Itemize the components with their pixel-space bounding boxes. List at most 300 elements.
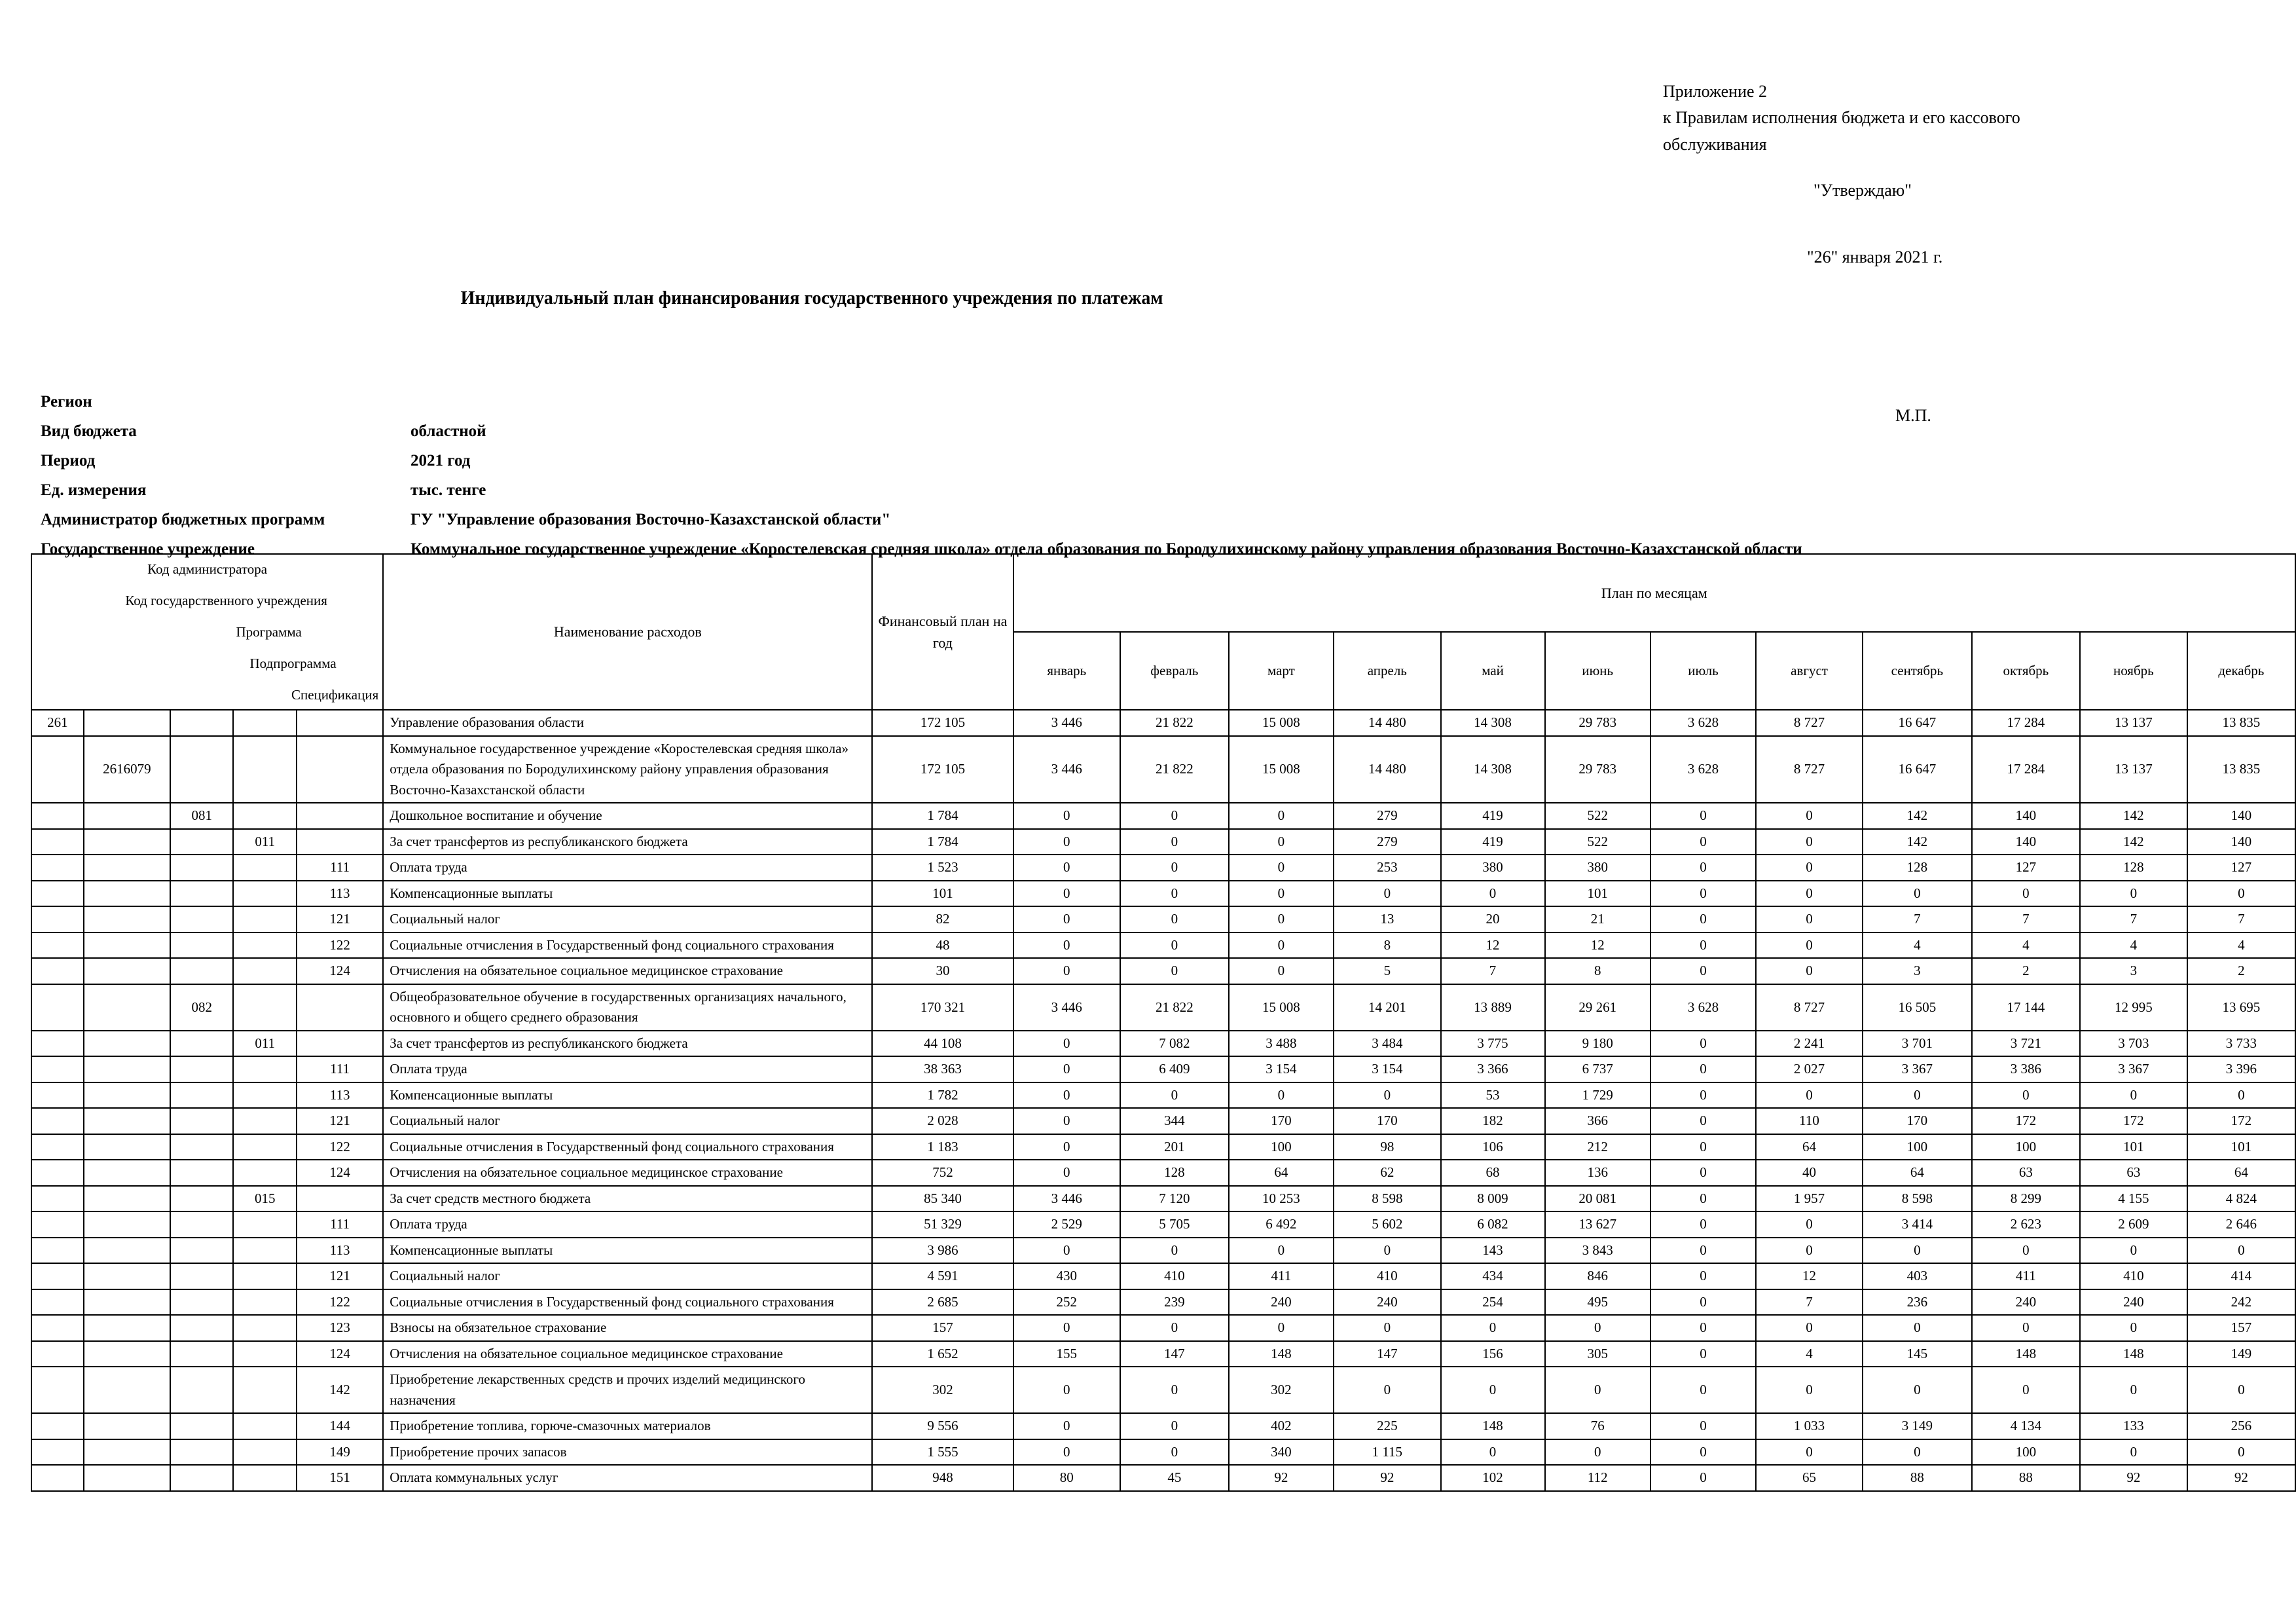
cell-month-6: 3 843 (1545, 1238, 1650, 1264)
cell-month-1: 0 (1013, 1108, 1120, 1134)
cell-month-8: 0 (1756, 855, 1863, 881)
cell-month-1: 0 (1013, 1031, 1120, 1057)
cell-month-10: 0 (1972, 1082, 2080, 1109)
cell-code-spec (297, 829, 383, 855)
cell-month-4: 3 154 (1334, 1056, 1441, 1082)
cell-expense-name: Приобретение лекарственных средств и прочих изделий медицинского назначения (383, 1367, 872, 1413)
cell-month-10: 8 299 (1972, 1186, 2080, 1212)
cell-expense-name: Отчисления на обязательное социальное медицинское страхование (383, 1341, 872, 1367)
param-label: Ед. измерения (41, 481, 147, 499)
cell-month-8: 7 (1756, 1289, 1863, 1316)
table-row (31, 958, 2295, 984)
cell-month-3: 302 (1229, 1367, 1334, 1413)
cell-month-7: 0 (1650, 803, 1756, 829)
table-row (31, 1465, 2295, 1491)
cell-year-plan: 157 (872, 1315, 1013, 1341)
cell-code-sub (233, 1439, 297, 1466)
cell-expense-name: Оплата труда (383, 855, 872, 881)
cell-code-sub (233, 1465, 297, 1491)
cell-code-adm (31, 1367, 84, 1413)
cell-month-7: 0 (1650, 829, 1756, 855)
cell-month-1: 0 (1013, 1413, 1120, 1439)
cell-month-2: 7 120 (1120, 1186, 1229, 1212)
cell-month-9: 3 (1863, 958, 1972, 984)
cell-month-10: 0 (1972, 1367, 2080, 1413)
cell-code-sub (233, 855, 297, 881)
cell-code-sub: 015 (233, 1186, 297, 1212)
cell-month-5: 0 (1441, 1315, 1545, 1341)
cell-code-gu (84, 1465, 170, 1491)
financing-plan-table (31, 553, 2296, 1492)
cell-month-9: 145 (1863, 1341, 1972, 1367)
cell-month-5: 7 (1441, 958, 1545, 984)
cell-year-plan: 38 363 (872, 1056, 1013, 1082)
cell-code-prog (170, 932, 234, 959)
cell-month-7: 3 628 (1650, 736, 1756, 803)
cell-month-8: 0 (1756, 1211, 1863, 1238)
cell-month-10: 3 386 (1972, 1056, 2080, 1082)
cell-month-8: 0 (1756, 1082, 1863, 1109)
cell-month-8: 2 241 (1756, 1031, 1863, 1057)
cell-month-3: 0 (1229, 855, 1334, 881)
header-year-plan: Финансовый план на год (872, 554, 1013, 710)
cell-code-spec: 121 (297, 1108, 383, 1134)
cell-month-2: 410 (1120, 1263, 1229, 1289)
cell-month-6: 20 081 (1545, 1186, 1650, 1212)
cell-year-plan: 948 (872, 1465, 1013, 1491)
cell-month-6: 112 (1545, 1465, 1650, 1491)
cell-year-plan: 1 555 (872, 1439, 1013, 1466)
cell-month-7: 0 (1650, 1289, 1756, 1316)
cell-code-gu (84, 1186, 170, 1212)
cell-month-11: 142 (2080, 803, 2187, 829)
cell-month-12: 13 835 (2187, 736, 2295, 803)
table-row (31, 710, 2295, 736)
cell-month-8: 4 (1756, 1341, 1863, 1367)
appendix-rules-line1: к Правилам исполнения бюджета и его кассового (1663, 108, 2020, 128)
header-month-5: май (1441, 632, 1545, 710)
cell-year-plan: 1 784 (872, 829, 1013, 855)
cell-code-prog (170, 906, 234, 932)
cell-code-gu (84, 1134, 170, 1160)
cell-code-sub (233, 1082, 297, 1109)
cell-code-spec (297, 736, 383, 803)
cell-code-adm (31, 1238, 84, 1264)
cell-month-4: 3 484 (1334, 1031, 1441, 1057)
cell-month-9: 128 (1863, 855, 1972, 881)
cell-code-adm (31, 1108, 84, 1134)
cell-month-2: 45 (1120, 1465, 1229, 1491)
cell-month-7: 0 (1650, 1031, 1756, 1057)
cell-month-11: 13 137 (2080, 710, 2187, 736)
header-month-3: март (1229, 632, 1334, 710)
cell-month-7: 0 (1650, 1134, 1756, 1160)
cell-month-7: 0 (1650, 1439, 1756, 1466)
cell-code-prog (170, 881, 234, 907)
table-row (31, 1439, 2295, 1466)
cell-month-5: 14 308 (1441, 736, 1545, 803)
cell-month-5: 3 366 (1441, 1056, 1545, 1082)
cell-month-2: 0 (1120, 906, 1229, 932)
cell-expense-name: Социальные отчисления в Государственный фонд социального страхования (383, 932, 872, 959)
cell-month-6: 136 (1545, 1160, 1650, 1186)
cell-code-spec: 123 (297, 1315, 383, 1341)
cell-month-1: 0 (1013, 1082, 1120, 1109)
cell-code-spec: 124 (297, 1160, 383, 1186)
cell-month-1: 0 (1013, 881, 1120, 907)
table-row (31, 881, 2295, 907)
cell-month-7: 0 (1650, 1413, 1756, 1439)
cell-month-12: 4 824 (2187, 1186, 2295, 1212)
cell-code-adm (31, 1289, 84, 1316)
cell-month-11: 410 (2080, 1263, 2187, 1289)
cell-month-6: 6 737 (1545, 1056, 1650, 1082)
cell-year-plan: 48 (872, 932, 1013, 959)
cell-month-4: 279 (1334, 803, 1441, 829)
cell-month-12: 140 (2187, 803, 2295, 829)
table-row (31, 1367, 2295, 1413)
header-month-6: июнь (1545, 632, 1650, 710)
cell-code-gu (84, 1315, 170, 1341)
header-code-admin: Код администратора (147, 561, 268, 577)
cell-month-3: 411 (1229, 1263, 1334, 1289)
cell-month-11: 3 (2080, 958, 2187, 984)
cell-month-7: 0 (1650, 1186, 1756, 1212)
cell-month-9: 0 (1863, 1367, 1972, 1413)
cell-year-plan: 1 784 (872, 803, 1013, 829)
cell-month-5: 68 (1441, 1160, 1545, 1186)
cell-month-4: 92 (1334, 1465, 1441, 1491)
cell-code-adm (31, 1134, 84, 1160)
cell-month-2: 0 (1120, 855, 1229, 881)
cell-month-11: 133 (2080, 1413, 2187, 1439)
param-row (41, 481, 2005, 511)
cell-month-9: 403 (1863, 1263, 1972, 1289)
cell-month-12: 242 (2187, 1289, 2295, 1316)
cell-month-5: 156 (1441, 1341, 1545, 1367)
cell-month-8: 0 (1756, 1439, 1863, 1466)
cell-month-10: 100 (1972, 1439, 2080, 1466)
table-row (31, 736, 2295, 803)
cell-month-5: 6 082 (1441, 1211, 1545, 1238)
cell-month-8: 0 (1756, 881, 1863, 907)
cell-code-adm (31, 906, 84, 932)
cell-expense-name: Оплата труда (383, 1056, 872, 1082)
cell-month-10: 127 (1972, 855, 2080, 881)
cell-code-prog (170, 1413, 234, 1439)
cell-month-8: 2 027 (1756, 1056, 1863, 1082)
cell-month-2: 0 (1120, 1413, 1229, 1439)
table-row (31, 1341, 2295, 1367)
cell-month-6: 13 627 (1545, 1211, 1650, 1238)
cell-expense-name: За счет трансфертов из республиканского бюджета (383, 829, 872, 855)
cell-expense-name: Социальный налог (383, 1263, 872, 1289)
cell-month-12: 3 396 (2187, 1056, 2295, 1082)
cell-code-spec (297, 1031, 383, 1057)
cell-month-5: 0 (1441, 881, 1545, 907)
document-parameters (41, 393, 2005, 570)
cell-month-4: 14 480 (1334, 710, 1441, 736)
cell-month-3: 0 (1229, 932, 1334, 959)
cell-code-spec: 113 (297, 1082, 383, 1109)
cell-month-6: 0 (1545, 1367, 1650, 1413)
cell-month-6: 12 (1545, 932, 1650, 959)
cell-code-sub (233, 1211, 297, 1238)
cell-code-adm (31, 855, 84, 881)
cell-month-5: 148 (1441, 1413, 1545, 1439)
cell-month-9: 3 149 (1863, 1413, 1972, 1439)
cell-month-12: 0 (2187, 1367, 2295, 1413)
cell-code-gu (84, 1056, 170, 1082)
cell-month-7: 0 (1650, 1211, 1756, 1238)
cell-month-6: 1 729 (1545, 1082, 1650, 1109)
cell-month-2: 201 (1120, 1134, 1229, 1160)
cell-month-11: 240 (2080, 1289, 2187, 1316)
cell-code-adm (31, 736, 84, 803)
cell-month-7: 0 (1650, 1263, 1756, 1289)
cell-month-9: 0 (1863, 1082, 1972, 1109)
cell-month-10: 4 134 (1972, 1413, 2080, 1439)
cell-code-adm (31, 1056, 84, 1082)
cell-code-prog: 082 (170, 984, 234, 1031)
header-month-8: август (1756, 632, 1863, 710)
cell-month-9: 7 (1863, 906, 1972, 932)
cell-code-prog (170, 958, 234, 984)
cell-month-5: 12 (1441, 932, 1545, 959)
table-row (31, 984, 2295, 1031)
cell-month-9: 0 (1863, 1439, 1972, 1466)
cell-code-prog (170, 1056, 234, 1082)
cell-month-11: 0 (2080, 1315, 2187, 1341)
cell-month-6: 305 (1545, 1341, 1650, 1367)
cell-month-4: 0 (1334, 1238, 1441, 1264)
cell-expense-name: Оплата коммунальных услуг (383, 1465, 872, 1491)
cell-month-4: 8 598 (1334, 1186, 1441, 1212)
cell-month-2: 0 (1120, 881, 1229, 907)
cell-month-8: 12 (1756, 1263, 1863, 1289)
cell-code-adm (31, 1413, 84, 1439)
cell-month-7: 0 (1650, 1367, 1756, 1413)
cell-month-11: 0 (2080, 1367, 2187, 1413)
cell-month-10: 3 721 (1972, 1031, 2080, 1057)
cell-month-11: 2 609 (2080, 1211, 2187, 1238)
cell-expense-name: Приобретение топлива, горюче-смазочных материалов (383, 1413, 872, 1439)
cell-code-sub (233, 906, 297, 932)
cell-code-prog (170, 1341, 234, 1367)
cell-code-prog (170, 736, 234, 803)
cell-month-3: 0 (1229, 906, 1334, 932)
cell-month-1: 0 (1013, 829, 1120, 855)
cell-month-4: 98 (1334, 1134, 1441, 1160)
cell-code-adm (31, 1082, 84, 1109)
cell-month-11: 7 (2080, 906, 2187, 932)
table-row (31, 1238, 2295, 1264)
cell-month-11: 13 137 (2080, 736, 2187, 803)
param-value: областной (410, 422, 486, 440)
param-label: Регион (41, 393, 92, 411)
cell-code-prog (170, 1108, 234, 1134)
param-label: Период (41, 452, 96, 470)
cell-month-2: 0 (1120, 1315, 1229, 1341)
cell-code-gu (84, 1367, 170, 1413)
cell-month-9: 100 (1863, 1134, 1972, 1160)
cell-month-3: 3 488 (1229, 1031, 1334, 1057)
cell-code-gu (84, 881, 170, 907)
cell-month-7: 0 (1650, 881, 1756, 907)
cell-code-sub (233, 984, 297, 1031)
cell-month-2: 0 (1120, 932, 1229, 959)
cell-code-prog (170, 1160, 234, 1186)
cell-expense-name: За счет средств местного бюджета (383, 1186, 872, 1212)
table-row (31, 829, 2295, 855)
cell-expense-name: Социальные отчисления в Государственный фонд социального страхования (383, 1134, 872, 1160)
cell-month-3: 0 (1229, 881, 1334, 907)
cell-month-3: 402 (1229, 1413, 1334, 1439)
cell-code-sub (233, 1289, 297, 1316)
cell-month-12: 140 (2187, 829, 2295, 855)
cell-month-9: 88 (1863, 1465, 1972, 1491)
cell-code-sub (233, 710, 297, 736)
cell-code-gu (84, 984, 170, 1031)
cell-month-6: 522 (1545, 829, 1650, 855)
cell-month-7: 3 628 (1650, 710, 1756, 736)
cell-code-sub (233, 1367, 297, 1413)
cell-month-6: 8 (1545, 958, 1650, 984)
cell-month-9: 142 (1863, 829, 1972, 855)
cell-code-adm (31, 1263, 84, 1289)
cell-month-1: 3 446 (1013, 710, 1120, 736)
cell-month-8: 110 (1756, 1108, 1863, 1134)
cell-month-10: 2 623 (1972, 1211, 2080, 1238)
cell-expense-name: За счет трансфертов из республиканского бюджета (383, 1031, 872, 1057)
cell-month-1: 3 446 (1013, 984, 1120, 1031)
cell-month-1: 3 446 (1013, 736, 1120, 803)
cell-code-prog (170, 855, 234, 881)
cell-code-sub (233, 1056, 297, 1082)
cell-month-4: 0 (1334, 1367, 1441, 1413)
param-row (41, 393, 2005, 422)
cell-month-8: 0 (1756, 829, 1863, 855)
cell-expense-name: Коммунальное государственное учреждение «Коростелевская средняя школа» отдела образования по Бородулихинскому району управления образования Восточно-Казахстанской области (383, 736, 872, 803)
cell-month-2: 0 (1120, 829, 1229, 855)
cell-month-12: 0 (2187, 1439, 2295, 1466)
cell-expense-name: Социальный налог (383, 1108, 872, 1134)
cell-month-3: 240 (1229, 1289, 1334, 1316)
cell-year-plan: 51 329 (872, 1211, 1013, 1238)
param-value: 2021 год (410, 452, 471, 470)
cell-month-2: 344 (1120, 1108, 1229, 1134)
cell-month-3: 0 (1229, 829, 1334, 855)
header-expense-name: Наименование расходов (383, 554, 872, 710)
cell-month-4: 62 (1334, 1160, 1441, 1186)
cell-month-11: 148 (2080, 1341, 2187, 1367)
cell-code-sub (233, 1263, 297, 1289)
cell-month-4: 279 (1334, 829, 1441, 855)
table-row (31, 1289, 2295, 1316)
cell-month-10: 0 (1972, 1315, 2080, 1341)
cell-month-4: 5 (1334, 958, 1441, 984)
cell-month-8: 1 957 (1756, 1186, 1863, 1212)
cell-month-1: 0 (1013, 1056, 1120, 1082)
stamp-place-mark: М.П. (1895, 406, 1931, 425)
cell-month-7: 0 (1650, 1160, 1756, 1186)
cell-code-spec: 111 (297, 855, 383, 881)
cell-month-6: 366 (1545, 1108, 1650, 1134)
cell-month-4: 0 (1334, 881, 1441, 907)
code-columns-header (31, 554, 383, 710)
cell-year-plan: 3 986 (872, 1238, 1013, 1264)
table-row (31, 1413, 2295, 1439)
cell-code-spec: 142 (297, 1367, 383, 1413)
cell-month-5: 434 (1441, 1263, 1545, 1289)
cell-code-spec: 122 (297, 932, 383, 959)
cell-month-11: 0 (2080, 1082, 2187, 1109)
cell-month-3: 170 (1229, 1108, 1334, 1134)
cell-code-adm (31, 958, 84, 984)
cell-month-2: 0 (1120, 958, 1229, 984)
cell-expense-name: Приобретение прочих запасов (383, 1439, 872, 1466)
cell-expense-name: Дошкольное воспитание и обучение (383, 803, 872, 829)
cell-month-1: 0 (1013, 1315, 1120, 1341)
header-month-10: октябрь (1972, 632, 2080, 710)
header-row-top (31, 554, 2295, 632)
cell-month-10: 172 (1972, 1108, 2080, 1134)
cell-month-4: 5 602 (1334, 1211, 1441, 1238)
cell-month-11: 92 (2080, 1465, 2187, 1491)
cell-month-8: 1 033 (1756, 1413, 1863, 1439)
cell-code-adm: 261 (31, 710, 84, 736)
cell-code-gu (84, 1082, 170, 1109)
cell-month-7: 0 (1650, 1315, 1756, 1341)
cell-month-10: 17 144 (1972, 984, 2080, 1031)
cell-month-2: 21 822 (1120, 736, 1229, 803)
cell-code-gu (84, 1211, 170, 1238)
cell-code-spec: 122 (297, 1289, 383, 1316)
cell-month-4: 240 (1334, 1289, 1441, 1316)
table-row (31, 803, 2295, 829)
cell-month-6: 101 (1545, 881, 1650, 907)
cell-code-gu (84, 932, 170, 959)
cell-code-adm (31, 1160, 84, 1186)
cell-month-10: 100 (1972, 1134, 2080, 1160)
cell-month-2: 0 (1120, 803, 1229, 829)
table-row (31, 1160, 2295, 1186)
cell-month-11: 12 995 (2080, 984, 2187, 1031)
cell-code-adm (31, 1211, 84, 1238)
cell-month-9: 16 647 (1863, 710, 1972, 736)
cell-code-gu (84, 710, 170, 736)
table-body (31, 710, 2295, 1491)
cell-code-gu (84, 1108, 170, 1134)
cell-month-3: 6 492 (1229, 1211, 1334, 1238)
cell-code-adm (31, 803, 84, 829)
cell-month-8: 64 (1756, 1134, 1863, 1160)
cell-month-9: 236 (1863, 1289, 1972, 1316)
cell-month-5: 380 (1441, 855, 1545, 881)
cell-month-7: 0 (1650, 1108, 1756, 1134)
cell-month-7: 0 (1650, 932, 1756, 959)
cell-code-sub (233, 881, 297, 907)
cell-code-prog (170, 1186, 234, 1212)
cell-month-3: 0 (1229, 803, 1334, 829)
cell-month-11: 101 (2080, 1134, 2187, 1160)
cell-month-6: 29 783 (1545, 710, 1650, 736)
cell-month-12: 4 (2187, 932, 2295, 959)
cell-year-plan: 44 108 (872, 1031, 1013, 1057)
param-row (41, 511, 2005, 540)
cell-month-1: 0 (1013, 906, 1120, 932)
cell-month-3: 340 (1229, 1439, 1334, 1466)
